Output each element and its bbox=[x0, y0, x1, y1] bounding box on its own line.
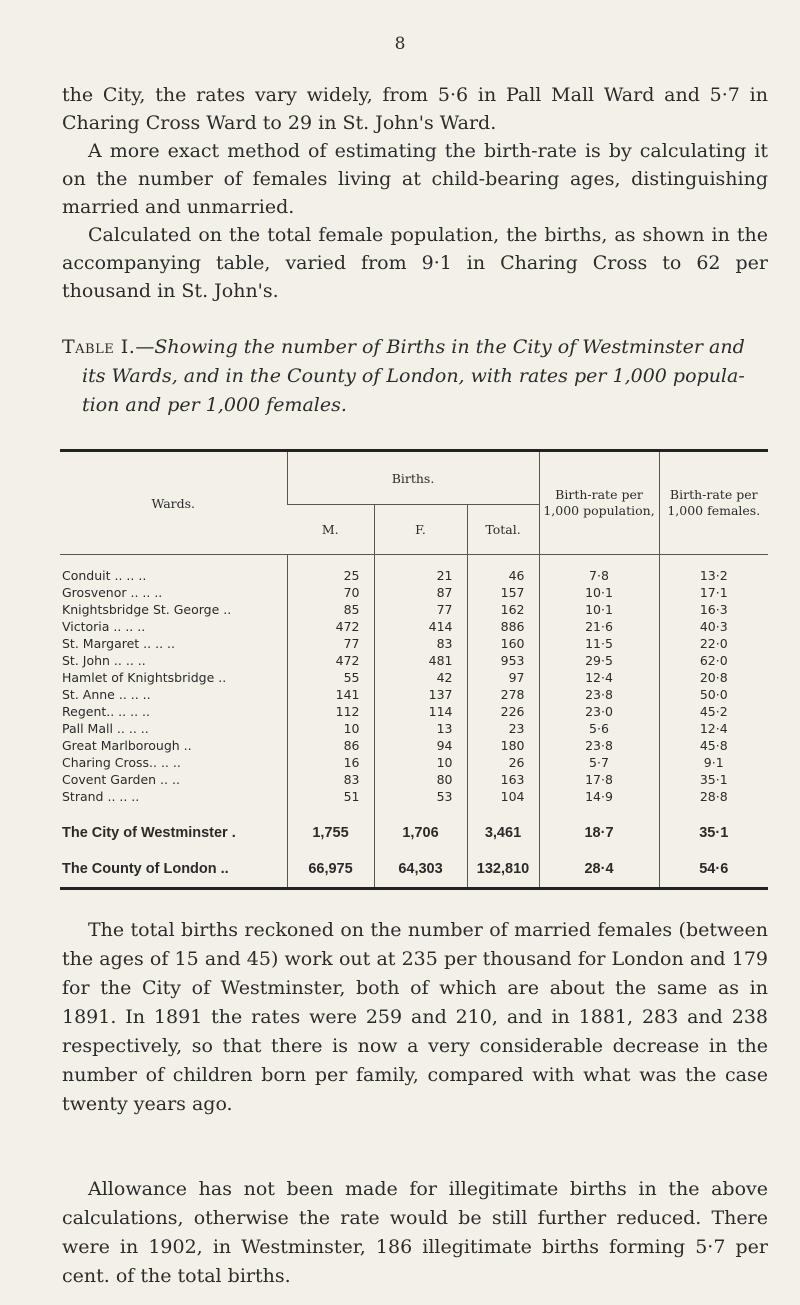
total-cell: 160 bbox=[467, 635, 539, 652]
rate-females-cell: 45·2 bbox=[659, 703, 768, 720]
total-cell: 163 bbox=[467, 771, 539, 788]
table-row bbox=[60, 652, 768, 669]
rate-population-cell: 12·4 bbox=[539, 669, 659, 686]
total-cell: 97 bbox=[467, 669, 539, 686]
rate-population-cell: 28·4 bbox=[539, 851, 659, 887]
header-births: Births. bbox=[287, 452, 539, 505]
header-wards: Wards. bbox=[60, 452, 287, 555]
rate-females-cell: 20·8 bbox=[659, 669, 768, 686]
female-cell: 13 bbox=[374, 720, 467, 737]
total-cell: 162 bbox=[467, 601, 539, 618]
table-row bbox=[60, 703, 768, 720]
rate-population-cell: 14·9 bbox=[539, 788, 659, 805]
male-cell: 472 bbox=[287, 652, 374, 669]
rate-females-cell: 22·0 bbox=[659, 635, 768, 652]
rate-females-cell: 17·1 bbox=[659, 584, 768, 601]
table-row bbox=[60, 754, 768, 771]
ward-cell: Grosvenor .. .. .. bbox=[62, 585, 163, 600]
ward-cell: St. Margaret .. .. .. bbox=[62, 636, 175, 651]
total-cell: 226 bbox=[467, 703, 539, 720]
male-cell: 16 bbox=[287, 754, 374, 771]
rate-females-cell: 45·8 bbox=[659, 737, 768, 754]
male-cell: 472 bbox=[287, 618, 374, 635]
table-row bbox=[60, 584, 768, 601]
male-cell: 85 bbox=[287, 601, 374, 618]
table-row bbox=[60, 737, 768, 754]
rate-population-cell: 5·7 bbox=[539, 754, 659, 771]
total-cell: 3,461 bbox=[467, 805, 539, 851]
ward-cell: St. John .. .. .. bbox=[62, 653, 146, 668]
female-cell: 80 bbox=[374, 771, 467, 788]
rate-population-cell: 17·8 bbox=[539, 771, 659, 788]
table-row bbox=[60, 669, 768, 686]
male-cell: 1,755 bbox=[287, 805, 374, 851]
male-cell: 66,975 bbox=[287, 851, 374, 887]
male-cell: 70 bbox=[287, 584, 374, 601]
rate-population-cell: 11·5 bbox=[539, 635, 659, 652]
ward-cell: Regent.. .. .. .. bbox=[62, 704, 150, 719]
male-cell: 77 bbox=[287, 635, 374, 652]
total-cell: 23 bbox=[467, 720, 539, 737]
caption-line-3: tion and per 1,000 females. bbox=[82, 394, 347, 416]
male-cell: 25 bbox=[287, 567, 374, 584]
rate-females-cell: 28·8 bbox=[659, 788, 768, 805]
ward-cell: Charing Cross.. .. .. bbox=[62, 755, 181, 770]
rate-population-cell: 29·5 bbox=[539, 652, 659, 669]
table-row bbox=[60, 851, 768, 887]
table-caption bbox=[62, 333, 768, 420]
ward-cell: Pall Mall .. .. .. bbox=[62, 721, 149, 736]
female-cell: 481 bbox=[374, 652, 467, 669]
paragraph-3: Calculated on the total female population, the births, as shown in the accompanying table, varied from 9·1 in Charing Cross to 62 per thousand in St. John's. bbox=[62, 224, 768, 302]
paragraph-5: Allowance has not been made for illegitimate births in the above calculations, otherwise the rate would be still further reduced. There were in 1902, in Westminster, 186 illegitimate births forming 5·7 per cent. of the total births. bbox=[62, 1178, 768, 1287]
header-female: F. bbox=[374, 505, 467, 555]
male-cell: 86 bbox=[287, 737, 374, 754]
female-cell: 42 bbox=[374, 669, 467, 686]
table-row bbox=[60, 567, 768, 584]
rate-population-cell: 18·7 bbox=[539, 805, 659, 851]
male-cell: 83 bbox=[287, 771, 374, 788]
table-row bbox=[60, 805, 768, 851]
female-cell: 21 bbox=[374, 567, 467, 584]
paragraph-1: the City, the rates vary widely, from 5·6 in Pall Mall Ward and 5·7 in Charing Cross Ward to 29 in St. John's Ward. bbox=[62, 84, 768, 134]
rate-females-cell: 54·6 bbox=[659, 851, 768, 887]
table-row bbox=[60, 686, 768, 703]
rate-females-cell: 9·1 bbox=[659, 754, 768, 771]
rate-females-cell: 12·4 bbox=[659, 720, 768, 737]
rate-population-cell: 23·8 bbox=[539, 737, 659, 754]
female-cell: 53 bbox=[374, 788, 467, 805]
total-cell: 953 bbox=[467, 652, 539, 669]
caption-line-1: —Showing the number of Births in the City of Westminster and bbox=[135, 336, 745, 358]
rate-population-cell: 5·6 bbox=[539, 720, 659, 737]
total-cell: 46 bbox=[467, 567, 539, 584]
male-cell: 51 bbox=[287, 788, 374, 805]
total-cell: 132,810 bbox=[467, 851, 539, 887]
table-row bbox=[60, 720, 768, 737]
female-cell: 114 bbox=[374, 703, 467, 720]
male-cell: 141 bbox=[287, 686, 374, 703]
rate-females-cell: 16·3 bbox=[659, 601, 768, 618]
header-total: Total. bbox=[467, 505, 539, 555]
header-rate-population: Birth-rate per 1,000 population, bbox=[539, 452, 659, 555]
total-cell: 104 bbox=[467, 788, 539, 805]
rate-females-cell: 50·0 bbox=[659, 686, 768, 703]
female-cell: 137 bbox=[374, 686, 467, 703]
rate-females-cell: 62·0 bbox=[659, 652, 768, 669]
paragraph-2: A more exact method of estimating the birth-rate is by calculating it on the number of females living at child-bearing ages, distinguishing married and unmarried. bbox=[62, 140, 768, 218]
ward-cell: Strand .. .. .. bbox=[62, 789, 140, 804]
ward-cell: Conduit .. .. .. bbox=[62, 568, 147, 583]
rate-population-cell: 10·1 bbox=[539, 601, 659, 618]
rate-population-cell: 21·6 bbox=[539, 618, 659, 635]
female-cell: 64,303 bbox=[374, 851, 467, 887]
male-cell: 55 bbox=[287, 669, 374, 686]
ward-cell: The City of Westminster . bbox=[62, 825, 236, 841]
header-male: M. bbox=[287, 505, 374, 555]
table-row bbox=[60, 635, 768, 652]
ward-cell: The County of London .. bbox=[62, 861, 229, 877]
total-cell: 886 bbox=[467, 618, 539, 635]
table-row bbox=[60, 618, 768, 635]
paragraph-4: The total births reckoned on the number of married females (between the ages of 15 and 45) work out at 235 per thousand for London and 179 for the City of Westminster, both of which are about the same as in 1891. In 1891 the rates were 259 and 210, and in 1881, 283 and 238 respectively, so that there is now a very considerable decrease in the number of children born per family, compared with what was the case twenty years ago. bbox=[62, 919, 768, 1115]
rate-population-cell: 23·8 bbox=[539, 686, 659, 703]
header-rate-females: Birth-rate per 1,000 females. bbox=[659, 452, 768, 555]
total-cell: 26 bbox=[467, 754, 539, 771]
female-cell: 87 bbox=[374, 584, 467, 601]
total-cell: 278 bbox=[467, 686, 539, 703]
female-cell: 83 bbox=[374, 635, 467, 652]
female-cell: 414 bbox=[374, 618, 467, 635]
rate-females-cell: 40·3 bbox=[659, 618, 768, 635]
table-label: Table I. bbox=[62, 336, 136, 358]
female-cell: 1,706 bbox=[374, 805, 467, 851]
rate-females-cell: 35·1 bbox=[659, 805, 768, 851]
male-cell: 10 bbox=[287, 720, 374, 737]
total-cell: 157 bbox=[467, 584, 539, 601]
rate-females-cell: 13·2 bbox=[659, 567, 768, 584]
ward-cell: Great Marlborough .. bbox=[62, 738, 192, 753]
female-cell: 77 bbox=[374, 601, 467, 618]
table-row bbox=[60, 601, 768, 618]
male-cell: 112 bbox=[287, 703, 374, 720]
births-table bbox=[60, 449, 768, 890]
ward-cell: Covent Garden .. .. bbox=[62, 772, 180, 787]
table-row bbox=[60, 771, 768, 788]
rate-population-cell: 10·1 bbox=[539, 584, 659, 601]
ward-cell: St. Anne .. .. .. bbox=[62, 687, 151, 702]
total-cell: 180 bbox=[467, 737, 539, 754]
ward-cell: Hamlet of Knightsbridge .. bbox=[62, 670, 227, 685]
ward-cell: Knightsbridge St. George .. bbox=[62, 602, 232, 617]
female-cell: 10 bbox=[374, 754, 467, 771]
female-cell: 94 bbox=[374, 737, 467, 754]
rate-females-cell: 35·1 bbox=[659, 771, 768, 788]
table-row bbox=[60, 788, 768, 805]
page-number: 8 bbox=[394, 34, 406, 54]
caption-line-2: its Wards, and in the County of London, with rates per 1,000 popula- bbox=[82, 365, 745, 387]
rate-population-cell: 7·8 bbox=[539, 567, 659, 584]
rate-population-cell: 23·0 bbox=[539, 703, 659, 720]
ward-cell: Victoria .. .. .. bbox=[62, 619, 146, 634]
